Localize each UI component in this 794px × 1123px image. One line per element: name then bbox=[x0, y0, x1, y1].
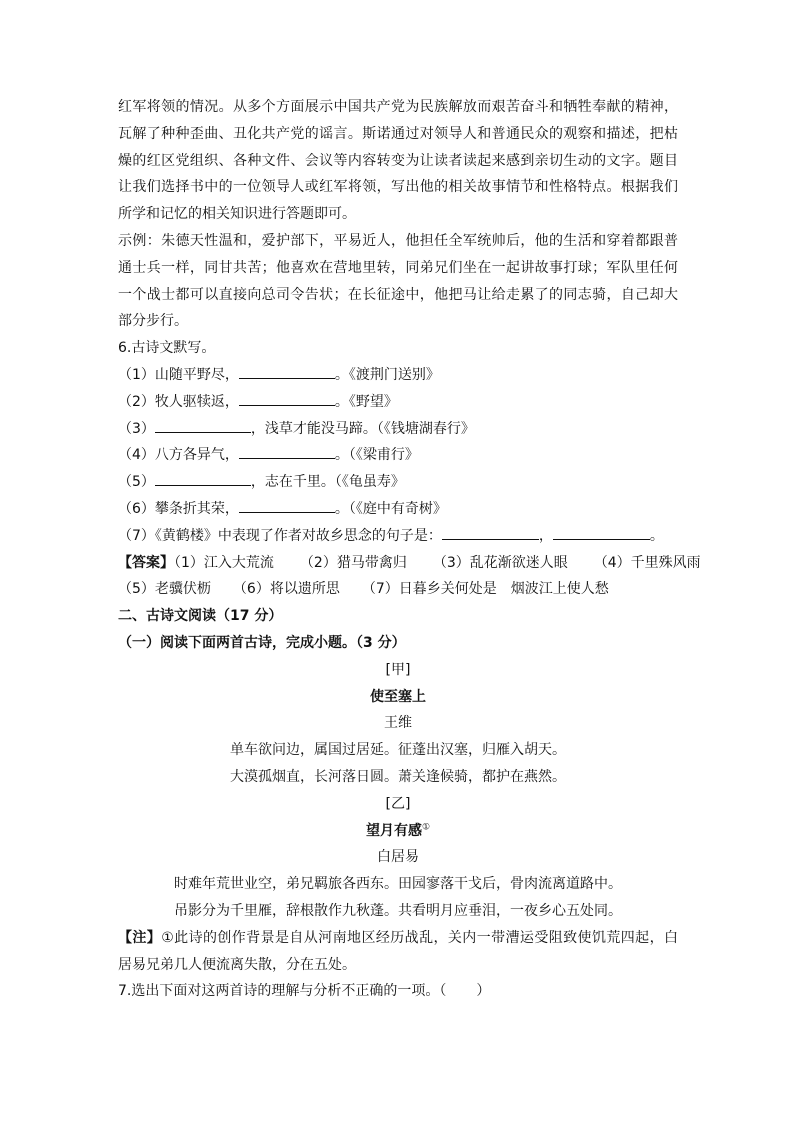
item-post: ，志在千里。（《龟虽寿》 bbox=[250, 474, 405, 491]
q6-item-1 bbox=[118, 362, 678, 389]
item-pre: 牧人驱犊返， bbox=[154, 393, 239, 410]
answer-item: （6）将以遗所思 bbox=[232, 581, 340, 598]
poem-a-marker: [甲] bbox=[385, 661, 411, 678]
item-post: 。（《庭中有奇树》 bbox=[334, 500, 447, 517]
poem-b-marker: [乙] bbox=[385, 795, 411, 812]
poem-a-title: 使至塞上 bbox=[370, 688, 426, 705]
answer-item: （2）猎马带禽归 bbox=[299, 554, 407, 571]
example-line: 示例：朱德天性温和，爱护部下，平易近人，他担任全军统帅后，他的生活和穿着都跟普 bbox=[118, 232, 678, 249]
example-line: 一个战士都可以直接向总司令告状；在长征途中，他把马让给走累了的同志骑，自己却大 bbox=[118, 286, 678, 303]
item-post: 。（《梁甫行》 bbox=[334, 447, 419, 464]
poem-b-line: 吊影分为千里雁，辞根散作九秋蓬。共看明月应垂泪，一夜乡心五处同。 bbox=[174, 902, 622, 919]
item-number: （1） bbox=[118, 366, 155, 383]
example-line: 部分步行。 bbox=[118, 313, 188, 330]
intro-line: 瓦解了种种歪曲、丑化共产党的谣言。斯诺通过对领导人和普通民众的观察和描述，把枯 bbox=[118, 125, 678, 142]
answer-item: （5）老骥伏枥 bbox=[118, 581, 211, 598]
poem-a-author: 王维 bbox=[384, 715, 412, 732]
question-7 bbox=[118, 978, 678, 1005]
poem-a-line: 大漠孤烟直，长河落日圆。萧关逢候骑，都护在燕然。 bbox=[230, 768, 566, 785]
intro-line: 红军将领的情况。从多个方面展示中国共产党为民族解放而艰苦奋斗和牺牲奉献的精神， bbox=[118, 99, 678, 115]
q6-item-4 bbox=[118, 442, 678, 469]
answer-blank[interactable] bbox=[553, 524, 650, 540]
item-pre: （7）《黄鹤楼》中表现了作者对故乡思念的句子是： bbox=[118, 527, 442, 544]
answer-blank[interactable] bbox=[155, 470, 251, 486]
intro-line: 燥的红区党组织、各种文件、会议等内容转变为让读者读起来感到亲切生动的文字。题目 bbox=[118, 152, 678, 169]
item-number: （4） bbox=[118, 447, 155, 464]
subsection-heading: （一）阅读下面两首古诗，完成小题。（3 分） bbox=[118, 634, 406, 651]
answer-item: （4）千里殊风雨 bbox=[593, 554, 701, 571]
note-line-2: 居易兄弟几人便流离失散，分在五处。 bbox=[118, 956, 356, 973]
answer-line-1 bbox=[118, 550, 701, 577]
question-7-close: ） bbox=[476, 983, 491, 1000]
item-post: 。《野望》 bbox=[334, 393, 398, 410]
q6-item-3 bbox=[118, 416, 678, 443]
answer-item: （1）江入大荒流 bbox=[174, 554, 274, 571]
answer-blank[interactable] bbox=[239, 443, 335, 459]
answer-blank[interactable] bbox=[239, 390, 335, 406]
document-content bbox=[118, 94, 701, 1005]
footnote-mark: ① bbox=[421, 821, 431, 832]
q6-item-2 bbox=[118, 389, 678, 416]
poem-b-line: 时难年荒世业空，弟兄羁旅各西东。田园寥落干戈后，骨肉流离道路中。 bbox=[174, 876, 622, 893]
answer-label: 【答案】 bbox=[118, 554, 174, 571]
q6-item-7 bbox=[118, 523, 678, 550]
item-post: 。《渡荆门送别》 bbox=[334, 366, 440, 383]
question-6-title: 6.古诗文默写。 bbox=[118, 340, 216, 357]
note-line-1 bbox=[118, 925, 678, 952]
item-number: （5） bbox=[118, 474, 155, 491]
intro-line: 所学和记忆的相关知识进行答题即可。 bbox=[118, 206, 356, 223]
answer-line-2 bbox=[118, 576, 678, 603]
item-number: （2） bbox=[118, 393, 155, 410]
answer-item: （7）日暮乡关何处是 烟波江上使人愁 bbox=[361, 581, 609, 598]
item-number: （6） bbox=[118, 500, 155, 517]
example-line: 通士兵一样，同甘共苦；他喜欢在营地里转，同弟兄们坐在一起讲故事打球；军队里任何 bbox=[118, 259, 678, 276]
item-post: 。 bbox=[649, 527, 664, 544]
q6-item-5 bbox=[118, 469, 678, 496]
answer-blank[interactable] bbox=[239, 497, 335, 513]
intro-line: 让我们选择书中的一位领导人或红军将领，写出他的相关故事情节和性格特点。根据我们 bbox=[118, 179, 678, 196]
poem-b-title: 望月有感 bbox=[365, 822, 422, 839]
answer-blank[interactable] bbox=[239, 363, 335, 379]
question-7-text: 7.选出下面对这两首诗的理解与分析不正确的一项。（ bbox=[118, 983, 447, 1000]
item-number: （3） bbox=[118, 420, 155, 437]
item-pre: 八方各异气， bbox=[154, 447, 239, 464]
item-pre: 攀条折其荣， bbox=[154, 500, 239, 517]
item-pre: 山随平野尽， bbox=[154, 366, 239, 383]
item-mid: ， bbox=[538, 527, 553, 544]
poem-a-line: 单车欲问边，属国过居延。征蓬出汉塞，归雁入胡天。 bbox=[230, 742, 566, 759]
q6-item-6 bbox=[118, 496, 678, 523]
poem-b-title-row bbox=[118, 818, 678, 845]
poem-b-author: 白居易 bbox=[377, 849, 419, 866]
note-text: ①此诗的创作背景是自从河南地区经历战乱，关内一带漕运受阻致使饥荒四起，白 bbox=[161, 929, 678, 946]
section-heading: 二、古诗文阅读（17 分） bbox=[118, 608, 283, 625]
answer-blank[interactable] bbox=[442, 524, 539, 540]
answer-blank[interactable] bbox=[155, 417, 251, 433]
answer-item: （3）乱花渐欲迷人眼 bbox=[432, 554, 568, 571]
item-post: ，浅草才能没马蹄。（《钱塘湖春行》 bbox=[250, 420, 475, 437]
note-label: 【注】 bbox=[118, 929, 162, 946]
